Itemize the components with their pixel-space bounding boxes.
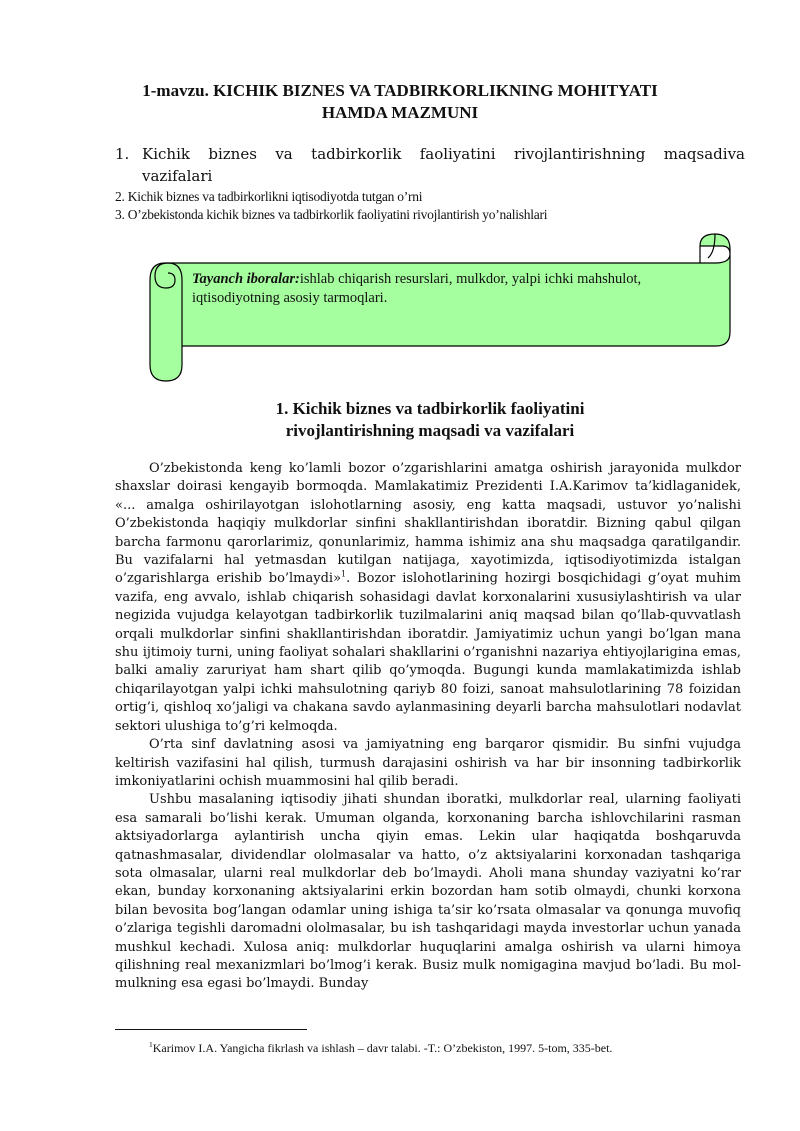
section-heading bbox=[150, 398, 710, 442]
keywords-box bbox=[192, 270, 712, 308]
paragraph-3: Ushbu masalaning iqtisodiy jihati shundan iboratki, mulkdorlar real, ularning faoliyati esa samarali bo’lishi kerak. Umuman olganda, korxonaning barcha ishlovchilarini rasman aktsiyadorlarga aylantirish uncha qiyin emas. Lekin ular haqiqatda boshqaruvda qatnashmasalar, dividendlar ololmasalar va hatto, o’z aktsiyalarini korxonadan tashqariga sota olmasalar, ularni real mulkdorlar deb bo’lmaydi. Aholi mana shunday vaziyatni ko’rar ekan, bunday korxonaning aktsiyalarini erkin bozordan ham sotib olmaydi, chunki korxona bilan bevosita bog’langan odamlar uning ishiga ta’sir ko’rsata olmasalar va qonunga muvofiq o’zlariga tegishli daromadni ololmasalar, bu ish tashqaridagi mayda investorlar uchun yanada mushkul kechadi. Xulosa aniq: mulkdorlar huquqlarini amalga oshirish va ularni himoya qilishning real mexanizmlari bo’lmog’i kerak. Busiz mulk nomigagina mavjud bo’ladi. Bu mol-mulkning esa egasi bo’lmaydi. Bunday bbox=[115, 792, 741, 992]
footnote-text: Karimov I.A. Yangicha fikrlash va ishlash – davr talabi. -T.: O’zbekiston, 1997. 5-tom, 335-bet. bbox=[152, 1041, 613, 1055]
outline-item-1-line-1: Kichik biznes va tadbirkorlik faoliyatini rivojlantirishning maqsadiva bbox=[142, 145, 745, 163]
body-text bbox=[115, 460, 741, 994]
section-heading-line-2: rivojlantirishning maqsadi va vazifalari bbox=[285, 421, 575, 440]
section-heading-line-1: 1. Kichik biznes va tadbirkorlik faoliyatini bbox=[275, 399, 585, 418]
footnote-reference: 1 bbox=[341, 570, 347, 580]
footnote-number: 1 bbox=[149, 1040, 153, 1049]
outline-item-2: 2. Kichik biznes va tadbirkorlikni iqtisodiyotda tutgan o’rni bbox=[115, 189, 423, 204]
paragraph-2: O’rta sinf davlatning asosi va jamiyatning eng barqaror qismidir. Bu sinfni vujudga keltirish vazifasini hal qilish, turmush darajasini oshirish va har bir insonning tadbirkorlik imkoniyatlarini ochish muammosini hal qilib beradi. bbox=[115, 737, 741, 789]
paragraph-1-part-2: . Bozor islohotlarining hozirgi bosqichidagi g’oyat muhim vazifa, eng avvalo, ishlab chiqarish sohasidagi davlat korxonalarini xususiylashtirish va ular negizida vujudga kelayotgan tadbirkorlik tuzilmalarini aniq maqsad bilan qo’llab-quvvatlash orqali mulkdorlar sinfini shakllantirishdan iboratdir. Jamiyatimiz uchun yangi bo’lgan mana shu ijtimoiy turni, uning faoliyat sohalari shakllarini o’rganishni nazariya ehtiyojlarigina emas, balki amaliy zaruriyat ham shart qilib qo’ymoqda. Bugungi kunda mamlakatimizda ishlab chiqarilayotgan yalpi ichki mahsulotning qariyb 80 foizi, sanoat mahsulotlarining 78 foizidan ortig’i, qishloq xo’jaligi va chakana savdo aylanmasining deyarli barcha mahsulotlari nodavlat sektori ulushiga to’g’ri kelmoqda. bbox=[115, 571, 741, 734]
outline-item-1-number: 1. bbox=[115, 145, 130, 163]
outline-item-3: 3. O’zbekistonda kichik biznes va tadbirkorlik faoliyatini rivojlantirish yo’nalishlari bbox=[115, 207, 548, 222]
paragraph-1-part-1: O’zbekistonda keng ko’lamli bozor o’zgarishlarini amatga oshirish jarayonida mulkdor shaxslar doirasi kengayib bormoqda. Mamlakatimiz Prezidenti I.A.Karimov ta’kidlaganidek, «... amalga oshirilayotgan islohotlarning asosiy, eng katta maqsadi, ustuvor yo’nalishi O’zbekistonda haqiqiy mulkdorlar sinfini shakllantirishdan iboratdir. Bizning qabul qilgan barcha farmonu qarorlarimiz, qonunlarimiz, hamma ishimiz ana shu maqsadga qaratilgandir. Bu vazifalarni hal yetmasdan kutilgan natijaga, xayotimizda, iqtisodiyotimizda istalgan o’zgarishlarga erishib bo’lmaydi» bbox=[115, 461, 741, 587]
title-line-2: HAMDA MAZMUNI bbox=[321, 103, 479, 122]
keywords-label: Tayanch iboralar: bbox=[192, 271, 300, 287]
keywords-text: ishlab chiqarish resurslari, mulkdor, yalpi ichki mahshulot, iqtisodiyotning asosiy tarmoqlari. bbox=[192, 271, 642, 306]
footnote-separator bbox=[115, 1029, 307, 1030]
outline-item-1-line-2: vazifalari bbox=[142, 167, 213, 185]
title-line-1: 1-mavzu. KICHIK BIZNES VA TADBIRKORLIKNING MOHITYATI bbox=[142, 81, 658, 100]
keywords-scroll-banner bbox=[0, 0, 800, 400]
footnote bbox=[115, 1040, 741, 1056]
paragraph-1 bbox=[115, 460, 741, 736]
